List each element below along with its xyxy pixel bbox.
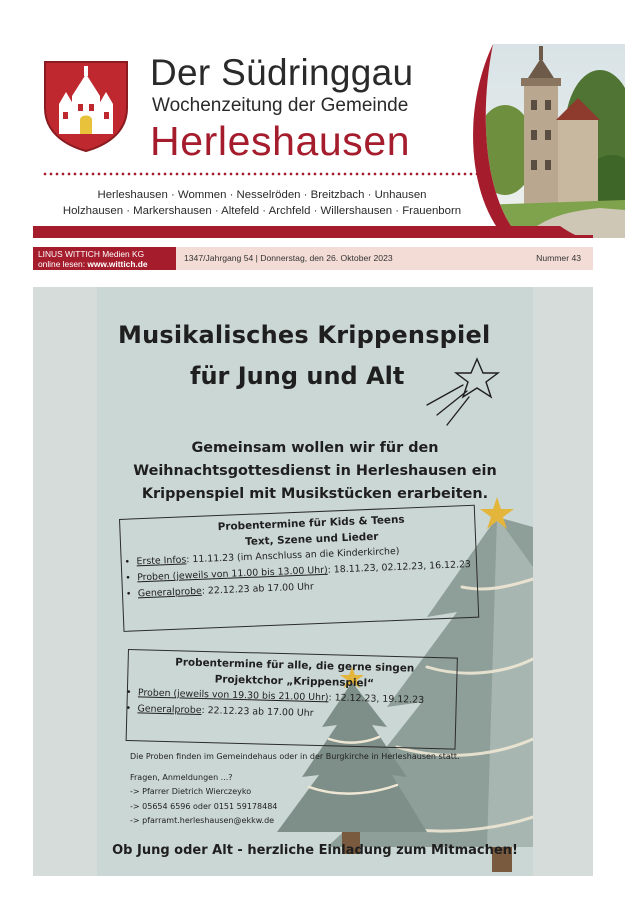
list-item: • Proben (jeweils von 11.00 bis 13.00 Uhr): 18.11.23, 02.12.23, 16.12.23: [123, 556, 503, 587]
choir-schedule-heading: Probentermine für alle, die gerne singen: [175, 656, 415, 675]
newspaper-subtitle: Wochenzeitung der Gemeinde: [152, 95, 409, 116]
contact-email: -> pfarramt.herleshausen@ekkw.de: [130, 816, 275, 825]
poster-lead-line-2: Weihnachtsgottesdienst in Herleshausen ein: [133, 463, 497, 479]
village-list: [42, 187, 482, 219]
town-name: Herleshausen: [150, 118, 411, 164]
village-line-2: Holzhausen · Markershausen · Altefeld · Archfeld · Willershausen · Frauenborn: [62, 205, 462, 217]
list-item: • Proben (jeweils von 19.30 bis 21.00 Uhr): 12.12.23, 19.12.23: [124, 685, 464, 710]
location-note: Die Proben finden im Gemeindehaus oder in der Burgkirche in Herleshausen statt.: [130, 752, 460, 761]
village-line-1: Herleshausen · Wommen · Nesselröden · Breitzbach · Unhausen: [97, 189, 427, 201]
online-label: online lesen:: [38, 259, 88, 269]
list-item: • Generalprobe: 22.12.23 ab 17.00 Uhr: [124, 572, 504, 603]
municipality-crest-icon: [42, 56, 130, 152]
choir-schedule: [123, 653, 465, 726]
poster-footer: Ob Jung oder Alt - herzliche Einladung zum Mitmachen!: [112, 843, 518, 858]
list-item: • Erste Infos: 11.11.23 (im Anschluss an die Kinderkirche): [122, 540, 502, 571]
kids-schedule-subheading: Text, Szene und Lieder: [244, 530, 379, 549]
poster-title-line-1: Musikalisches Krippenspiel: [118, 321, 491, 349]
poster-lead-line-1: Gemeinsam wollen wir für den: [191, 440, 439, 456]
choir-schedule-subheading: Projektchor „Krippenspiel“: [214, 673, 375, 690]
issue-number: Nummer 43: [536, 253, 581, 263]
poster-lead: [97, 437, 533, 506]
kids-schedule: [121, 508, 504, 603]
kids-schedule-heading: Probentermine für Kids & Teens: [217, 513, 405, 534]
poster-notes: [130, 750, 460, 829]
questions-note: Fragen, Anmeldungen ...?: [130, 772, 233, 782]
issue-date: 1347/Jahrgang 54 | Donnerstag, den 26. Oktober 2023: [184, 253, 393, 263]
poster-title-line-2: für Jung und Alt: [190, 362, 405, 390]
newspaper-title: Der Südringgau: [150, 52, 414, 93]
masthead: [0, 0, 625, 245]
contact-name: -> Pfarrer Dietrich Wierczeyko: [130, 787, 252, 796]
dotted-divider: [42, 172, 478, 176]
list-item: • Generalprobe: 22.12.23 ab 17.00 Uhr: [123, 701, 463, 726]
publisher-name: LINUS WITTICH Medien KG: [38, 249, 145, 259]
contact-phone: -> 05654 6596 oder 0151 59178484: [130, 801, 278, 811]
krippenspiel-poster: [97, 287, 533, 876]
publisher-box: [33, 247, 176, 270]
issue-info-bar: [33, 247, 593, 270]
online-url-link[interactable]: www.wittich.de: [87, 259, 148, 269]
poster-lead-line-3: Krippenspiel mit Musikstücken erarbeiten.: [141, 486, 489, 502]
